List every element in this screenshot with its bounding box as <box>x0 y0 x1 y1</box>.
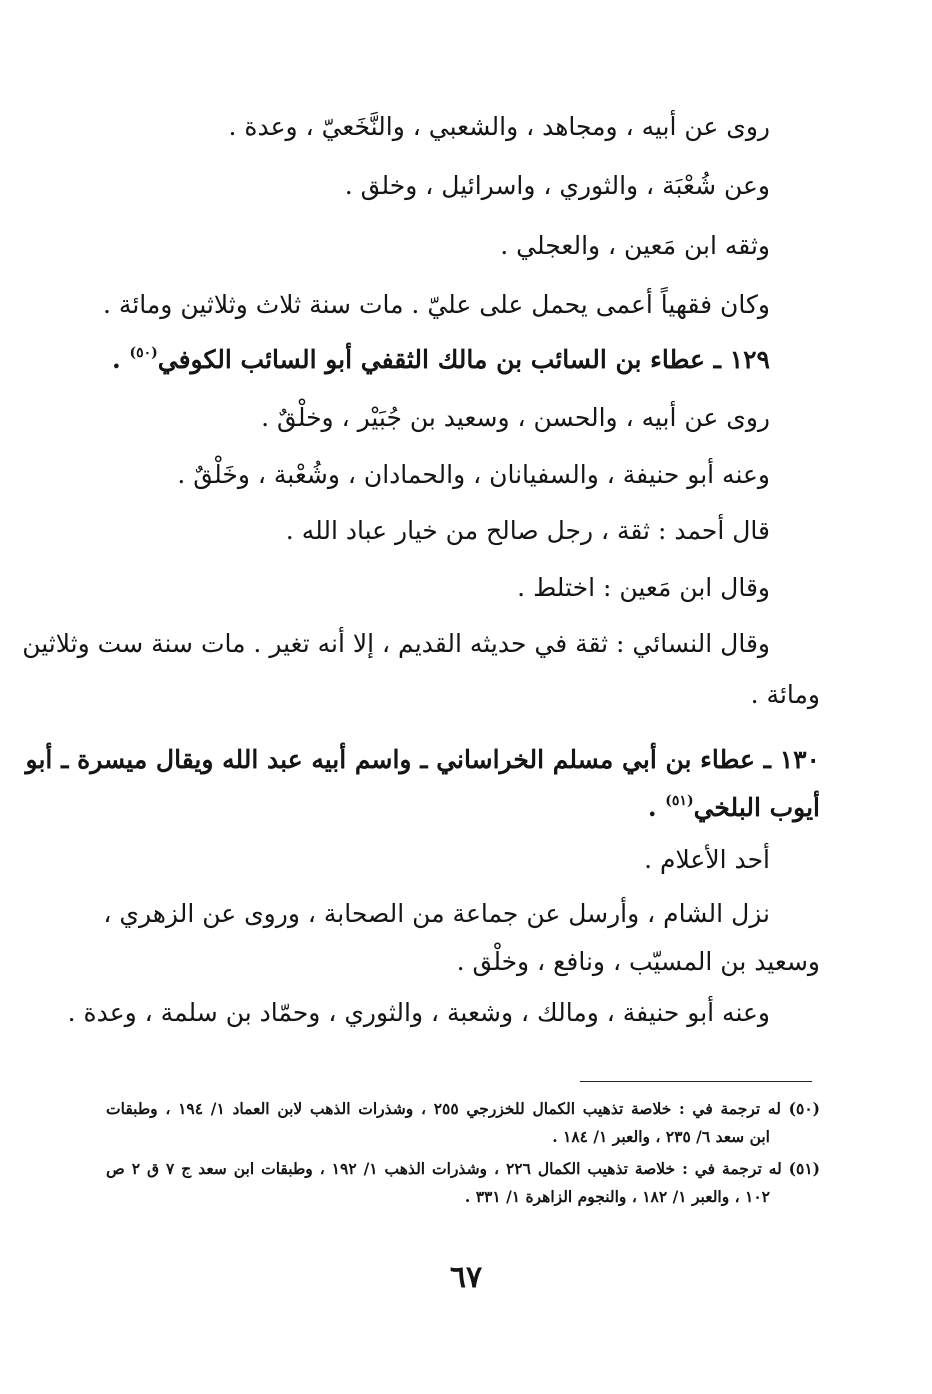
footnote-separator <box>580 1081 812 1082</box>
entry-heading-129-text: ١٢٩ ـ عطاء بن السائب بن مالك الثقفي أبو السائب الكوفي <box>157 345 770 374</box>
entry-heading-130-tail: . <box>647 793 666 822</box>
text-line-1: روى عن أبيه ، ومجاهد ، والشعبي ، والنَّخَعيّ ، وعدة . <box>228 112 770 141</box>
text-line-9: وقال ابن مَعين : اختلط . <box>517 573 770 602</box>
text-line-8: قال أحمد : ثقة ، رجل صالح من خيار عباد الله . <box>285 516 770 545</box>
text-line-7: وعنه أبو حنيفة ، والسفيانان ، والحمادان ، وشُعْبة ، وخَلْقٌ . <box>177 460 770 489</box>
entry-heading-130-cont <box>648 788 820 828</box>
entry-heading-130: ١٣٠ ـ عطاء بن أبي مسلم الخراساني ـ واسم أبيه عبد الله ويقال ميسرة ـ أبو <box>25 745 820 774</box>
entry-heading-129 <box>112 340 770 380</box>
footnote-51-line-2: ١٠٢ ، والعبر ١/ ١٨٢ ، والنجوم الزاهرة ١/ ٣٣١ . <box>464 1187 770 1206</box>
text-line-15: نزل الشام ، وأرسل عن جماعة من الصحابة ، وروى عن الزهري ، <box>103 899 770 928</box>
text-line-16: وسعيد بن المسيّب ، ونافع ، وخلْق . <box>456 947 820 976</box>
text-line-4: وكان فقهياً أعمى يحمل على عليّ . مات سنة ثلاث وثلاثين ومائة . <box>103 290 770 319</box>
entry-heading-130-cont-text: أيوب البلخي <box>693 793 820 822</box>
text-line-6: روى عن أبيه ، والحسن ، وسعيد بن جُبَيْر ، وخلْقٌ . <box>261 403 770 432</box>
text-line-2: وعن شُعْبَة ، والثوري ، واسرائيل ، وخلق . <box>344 171 770 200</box>
text-line-14: أحد الأعلام . <box>644 845 770 874</box>
text-line-3: وثقه ابن مَعين ، والعجلي . <box>500 231 770 260</box>
entry-heading-129-tail: . <box>112 345 130 374</box>
text-line-11: ومائة . <box>750 680 820 709</box>
footnote-ref-51: (٥١) <box>665 792 694 809</box>
text-line-10: وقال النسائي : ثقة في حديثه القديم ، إلا أنه تغير . مات سنة ست وثلاثين <box>22 629 770 658</box>
footnote-ref-50: (٥٠) <box>129 344 158 361</box>
footnote-50-line-1: (٥٠) له ترجمة في : خلاصة تذهيب الكمال للخزرجي ٢٥٥ ، وشذرات الذهب لابن العماد ١/ ١٩٤ ، وطبقات <box>106 1099 820 1118</box>
text-line-17: وعنه أبو حنيفة ، ومالك ، وشعبة ، والثوري ، وحمّاد بن سلمة ، وعدة . <box>67 998 770 1027</box>
footnote-50-line-2: ابن سعد ٦/ ٢٣٥ ، والعبر ١/ ١٨٤ . <box>552 1127 770 1146</box>
footnote-51-line-1: (٥١) له ترجمة في : خلاصة تذهيب الكمال ٢٢٦ ، وشذرات الذهب ١/ ١٩٢ ، وطبقات ابن سعد ج ٧ ق ٢ ص <box>106 1159 821 1178</box>
page-number: ٦٧ <box>449 1260 483 1295</box>
